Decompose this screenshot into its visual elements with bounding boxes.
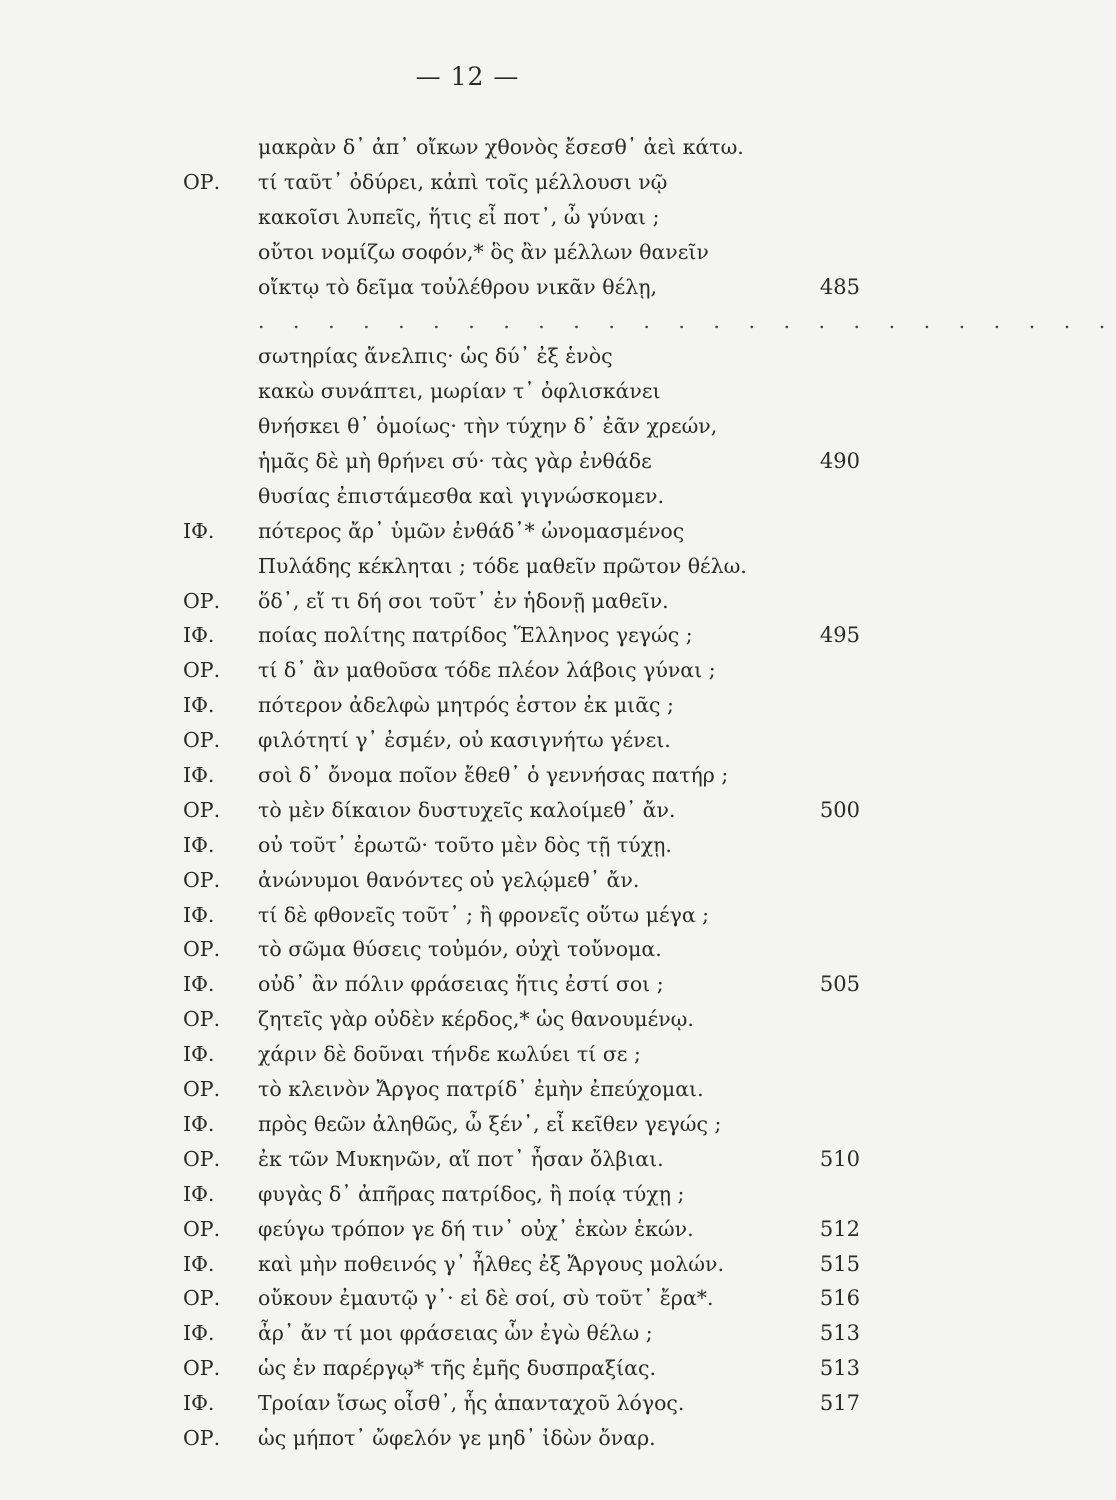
- verse-line: [0, 1421, 935, 1456]
- speaker-label: ΟΡ.: [183, 797, 221, 822]
- verse-line: [0, 1247, 935, 1282]
- verse-line: [0, 444, 935, 479]
- verse-line: [0, 898, 935, 933]
- speaker-label: ΟΡ.: [183, 1007, 221, 1032]
- verse-line: [0, 758, 935, 793]
- verse-line: [0, 1002, 935, 1037]
- speaker-label: ΟΡ.: [183, 728, 221, 753]
- line-number: 495: [819, 623, 860, 648]
- verse-text-line: ὡς μήποτ᾽ ὤφελόν γε μηδ᾽ ἰδὼν ὄναρ.: [258, 1425, 656, 1450]
- verse-line: [0, 618, 935, 653]
- line-number: 510: [819, 1146, 860, 1171]
- verse-text-line: ἐκ τῶν Μυκηνῶν, αἵ ποτ᾽ ἦσαν ὄλβιαι.: [258, 1146, 664, 1171]
- verse-text-line: Τροίαν ἴσως οἶσθ᾽, ἧς ἁπανταχοῦ λόγος.: [258, 1391, 685, 1416]
- line-number: 513: [819, 1356, 860, 1381]
- speaker-label: ΟΡ.: [183, 867, 221, 892]
- verse-line: [0, 723, 935, 758]
- speaker-label: ΙΦ.: [183, 1181, 215, 1206]
- speaker-label: ΙΦ.: [183, 623, 215, 648]
- verse-line: [0, 374, 935, 409]
- verse-line: [0, 549, 935, 584]
- verse-line: [0, 584, 935, 619]
- speaker-label: ΟΡ.: [183, 1077, 221, 1102]
- speaker-label: ΙΦ.: [183, 1321, 215, 1346]
- verse-line: [0, 863, 935, 898]
- speaker-label: ΙΦ.: [183, 1042, 215, 1067]
- verse-text: [0, 130, 1116, 1456]
- line-number: 517: [819, 1391, 860, 1416]
- line-number: 513: [819, 1321, 860, 1346]
- verse-line: [0, 1316, 935, 1351]
- verse-text-line: σοὶ δ᾽ ὄνομα ποῖον ἔθεθ᾽ ὁ γεννήσας πατήρ ;: [258, 763, 729, 788]
- verse-line: [0, 479, 935, 514]
- lacuna-line: [0, 304, 1116, 339]
- verse-text-line: ὡς ἐν παρέργῳ* τῆς ἐμῆς δυσπραξίας.: [258, 1356, 657, 1381]
- verse-line: [0, 1351, 935, 1386]
- verse-line: [0, 1107, 935, 1142]
- verse-text-line: τί δὲ φθονεῖς τοῦτ᾽ ; ἢ φρονεῖς οὕτω μέγα ;: [258, 902, 710, 927]
- speaker-label: ΙΦ.: [183, 1391, 215, 1416]
- verse-line: [0, 1386, 935, 1421]
- verse-text-line: . . . . . . . . . . . . . . . . . . . . . . . . .: [258, 309, 1116, 334]
- verse-line: [0, 200, 935, 235]
- verse-text-line: ἆρ᾽ ἄν τί μοι φράσειας ὧν ἐγὼ θέλω ;: [258, 1321, 653, 1346]
- verse-line: [0, 793, 935, 828]
- verse-text-line: καὶ μὴν ποθεινός γ᾽ ἦλθες ἐξ Ἄργους μολών.: [258, 1251, 724, 1276]
- verse-text-line: τὸ κλεινὸν Ἄργος πατρίδ᾽ ἐμὴν ἐπεύχομαι.: [258, 1077, 704, 1102]
- line-number: 515: [819, 1251, 860, 1276]
- verse-text-line: οὔκουν ἐμαυτῷ γ᾽· εἰ δὲ σοί, σὺ τοῦτ᾽ ἔρα*.: [258, 1286, 714, 1311]
- verse-text-line: οἴκτῳ τὸ δεῖμα τοὐλέθρου νικᾶν θέλῃ,: [258, 274, 658, 299]
- speaker-label: ΙΦ.: [183, 832, 215, 857]
- verse-line: [0, 514, 935, 549]
- verse-line: [0, 130, 935, 165]
- verse-text-line: φιλότητί γ᾽ ἐσμέν, οὐ κασιγνήτω γένει.: [258, 728, 671, 753]
- page-number: — 12 —: [415, 62, 520, 91]
- verse-text-line: οὐδ᾽ ἂν πόλιν φράσειας ἥτις ἐστί σοι ;: [258, 972, 664, 997]
- verse-text-line: τί δ᾽ ἂν μαθοῦσα τόδε πλέον λάβοις γύναι ;: [258, 658, 716, 683]
- verse-line: [0, 1072, 935, 1107]
- speaker-label: ΟΡ.: [183, 588, 221, 613]
- verse-line: [0, 688, 935, 723]
- speaker-label: ΙΦ.: [183, 763, 215, 788]
- speaker-label: ΟΡ.: [183, 1146, 221, 1171]
- verse-line: [0, 1177, 935, 1212]
- verse-text-line: θυσίας ἐπιστάμεσθα καὶ γιγνώσκομεν.: [258, 483, 665, 508]
- verse-text-line: μακρὰν δ᾽ ἀπ᾽ οἴκων χθονὸς ἔσεσθ᾽ ἀεὶ κάτω.: [258, 135, 744, 159]
- verse-text-line: τὸ μὲν δίκαιον δυστυχεῖς καλοίμεθ᾽ ἄν.: [258, 797, 676, 822]
- verse-text-line: χάριν δὲ δοῦναι τήνδε κωλύει τί σε ;: [258, 1042, 641, 1067]
- verse-line: [0, 1212, 935, 1247]
- speaker-label: ΙΦ.: [183, 518, 215, 543]
- verse-text-line: ποίας πολίτης πατρίδος Ἕλληνος γεγώς ;: [258, 623, 693, 648]
- verse-line: [0, 1142, 935, 1177]
- verse-text-line: ζητεῖς γὰρ οὐδὲν κέρδος,* ὡς θανουμένῳ.: [258, 1007, 694, 1032]
- line-number: 485: [819, 274, 860, 299]
- verse-text-line: οὐ τοῦτ᾽ ἐρωτῶ· τοῦτο μὲν δὸς τῇ τύχῃ.: [258, 832, 672, 857]
- verse-text-line: φυγὰς δ᾽ ἀπῆρας πατρίδος, ἢ ποίᾳ τύχῃ ;: [258, 1181, 685, 1206]
- speaker-label: ΟΡ.: [183, 1216, 221, 1241]
- verse-text-line: τὸ σῶμα θύσεις τοὐμόν, οὐχὶ τοὔνομα.: [258, 937, 662, 962]
- speaker-label: ΟΡ.: [183, 1425, 221, 1450]
- verse-line: [0, 1037, 935, 1072]
- verse-text-line: κακὼ συνάπτει, μωρίαν τ᾽ ὀφλισκάνει: [258, 379, 661, 404]
- line-number: 505: [819, 972, 860, 997]
- verse-line: [0, 1281, 935, 1316]
- verse-text-line: σωτηρίας ἄνελπις· ὡς δύ᾽ ἐξ ἑνὸς: [258, 344, 613, 369]
- speaker-label: ΟΡ.: [183, 1356, 221, 1381]
- verse-text-line: ὅδ᾽, εἴ τι δή σοι τοῦτ᾽ ἐν ἡδονῇ μαθεῖν.: [258, 588, 669, 613]
- line-number: 500: [819, 797, 860, 822]
- verse-text-line: πότερος ἄρ᾽ ὑμῶν ἐνθάδ᾽* ὠνομασμένος: [258, 518, 685, 543]
- verse-text-line: ἀνώνυμοι θανόντες οὐ γελῴμεθ᾽ ἄν.: [258, 867, 640, 892]
- verse-line: [0, 932, 935, 967]
- speaker-label: ΙΦ.: [183, 1251, 215, 1276]
- speaker-label: ΟΡ.: [183, 658, 221, 683]
- verse-line: [0, 967, 935, 1002]
- speaker-label: ΙΦ.: [183, 1111, 215, 1136]
- verse-text-line: οὔτοι νομίζω σοφόν,* ὃς ἂν μέλλων θανεῖν: [258, 239, 709, 264]
- verse-text-line: Πυλάδης κέκληται ; τόδε μαθεῖν πρῶτον θέλω.: [258, 553, 747, 578]
- verse-text-line: τί ταῦτ᾽ ὀδύρει, κἀπὶ τοῖς μέλλουσι νῷ: [258, 169, 668, 194]
- verse-text-line: φεύγω τρόπον γε δή τιν᾽ οὐχ᾽ ἑκὼν ἑκών.: [258, 1216, 694, 1241]
- verse-text-line: κακοῖσι λυπεῖς, ἥτις εἶ ποτ᾽, ὦ γύναι ;: [258, 204, 660, 229]
- speaker-label: ΙΦ.: [183, 693, 215, 718]
- verse-line: [0, 653, 935, 688]
- verse-line: [0, 339, 935, 374]
- verse-line: [0, 409, 935, 444]
- line-number: 490: [819, 449, 860, 474]
- line-number: 512: [819, 1216, 860, 1241]
- verse-line: [0, 165, 935, 200]
- verse-text-line: θνήσκει θ᾽ ὁμοίως· τὴν τύχην δ᾽ ἐᾶν χρεών,: [258, 414, 718, 439]
- verse-text-line: ἡμᾶς δὲ μὴ θρήνει σύ· τὰς γὰρ ἐνθάδε: [258, 449, 652, 474]
- speaker-label: ΟΡ.: [183, 1286, 221, 1311]
- verse-line: [0, 270, 935, 305]
- speaker-label: ΙΦ.: [183, 902, 215, 927]
- verse-text-line: πότερον ἀδελφὼ μητρός ἐστον ἐκ μιᾶς ;: [258, 693, 674, 718]
- speaker-label: ΟΡ.: [183, 169, 221, 194]
- speaker-label: ΙΦ.: [183, 972, 215, 997]
- speaker-label: ΟΡ.: [183, 937, 221, 962]
- verse-text-line: πρὸς θεῶν ἀληθῶς, ὦ ξέν᾽, εἶ κεῖθεν γεγώς ;: [258, 1111, 722, 1136]
- line-number: 516: [819, 1286, 860, 1311]
- verse-line: [0, 828, 935, 863]
- verse-line: [0, 235, 935, 270]
